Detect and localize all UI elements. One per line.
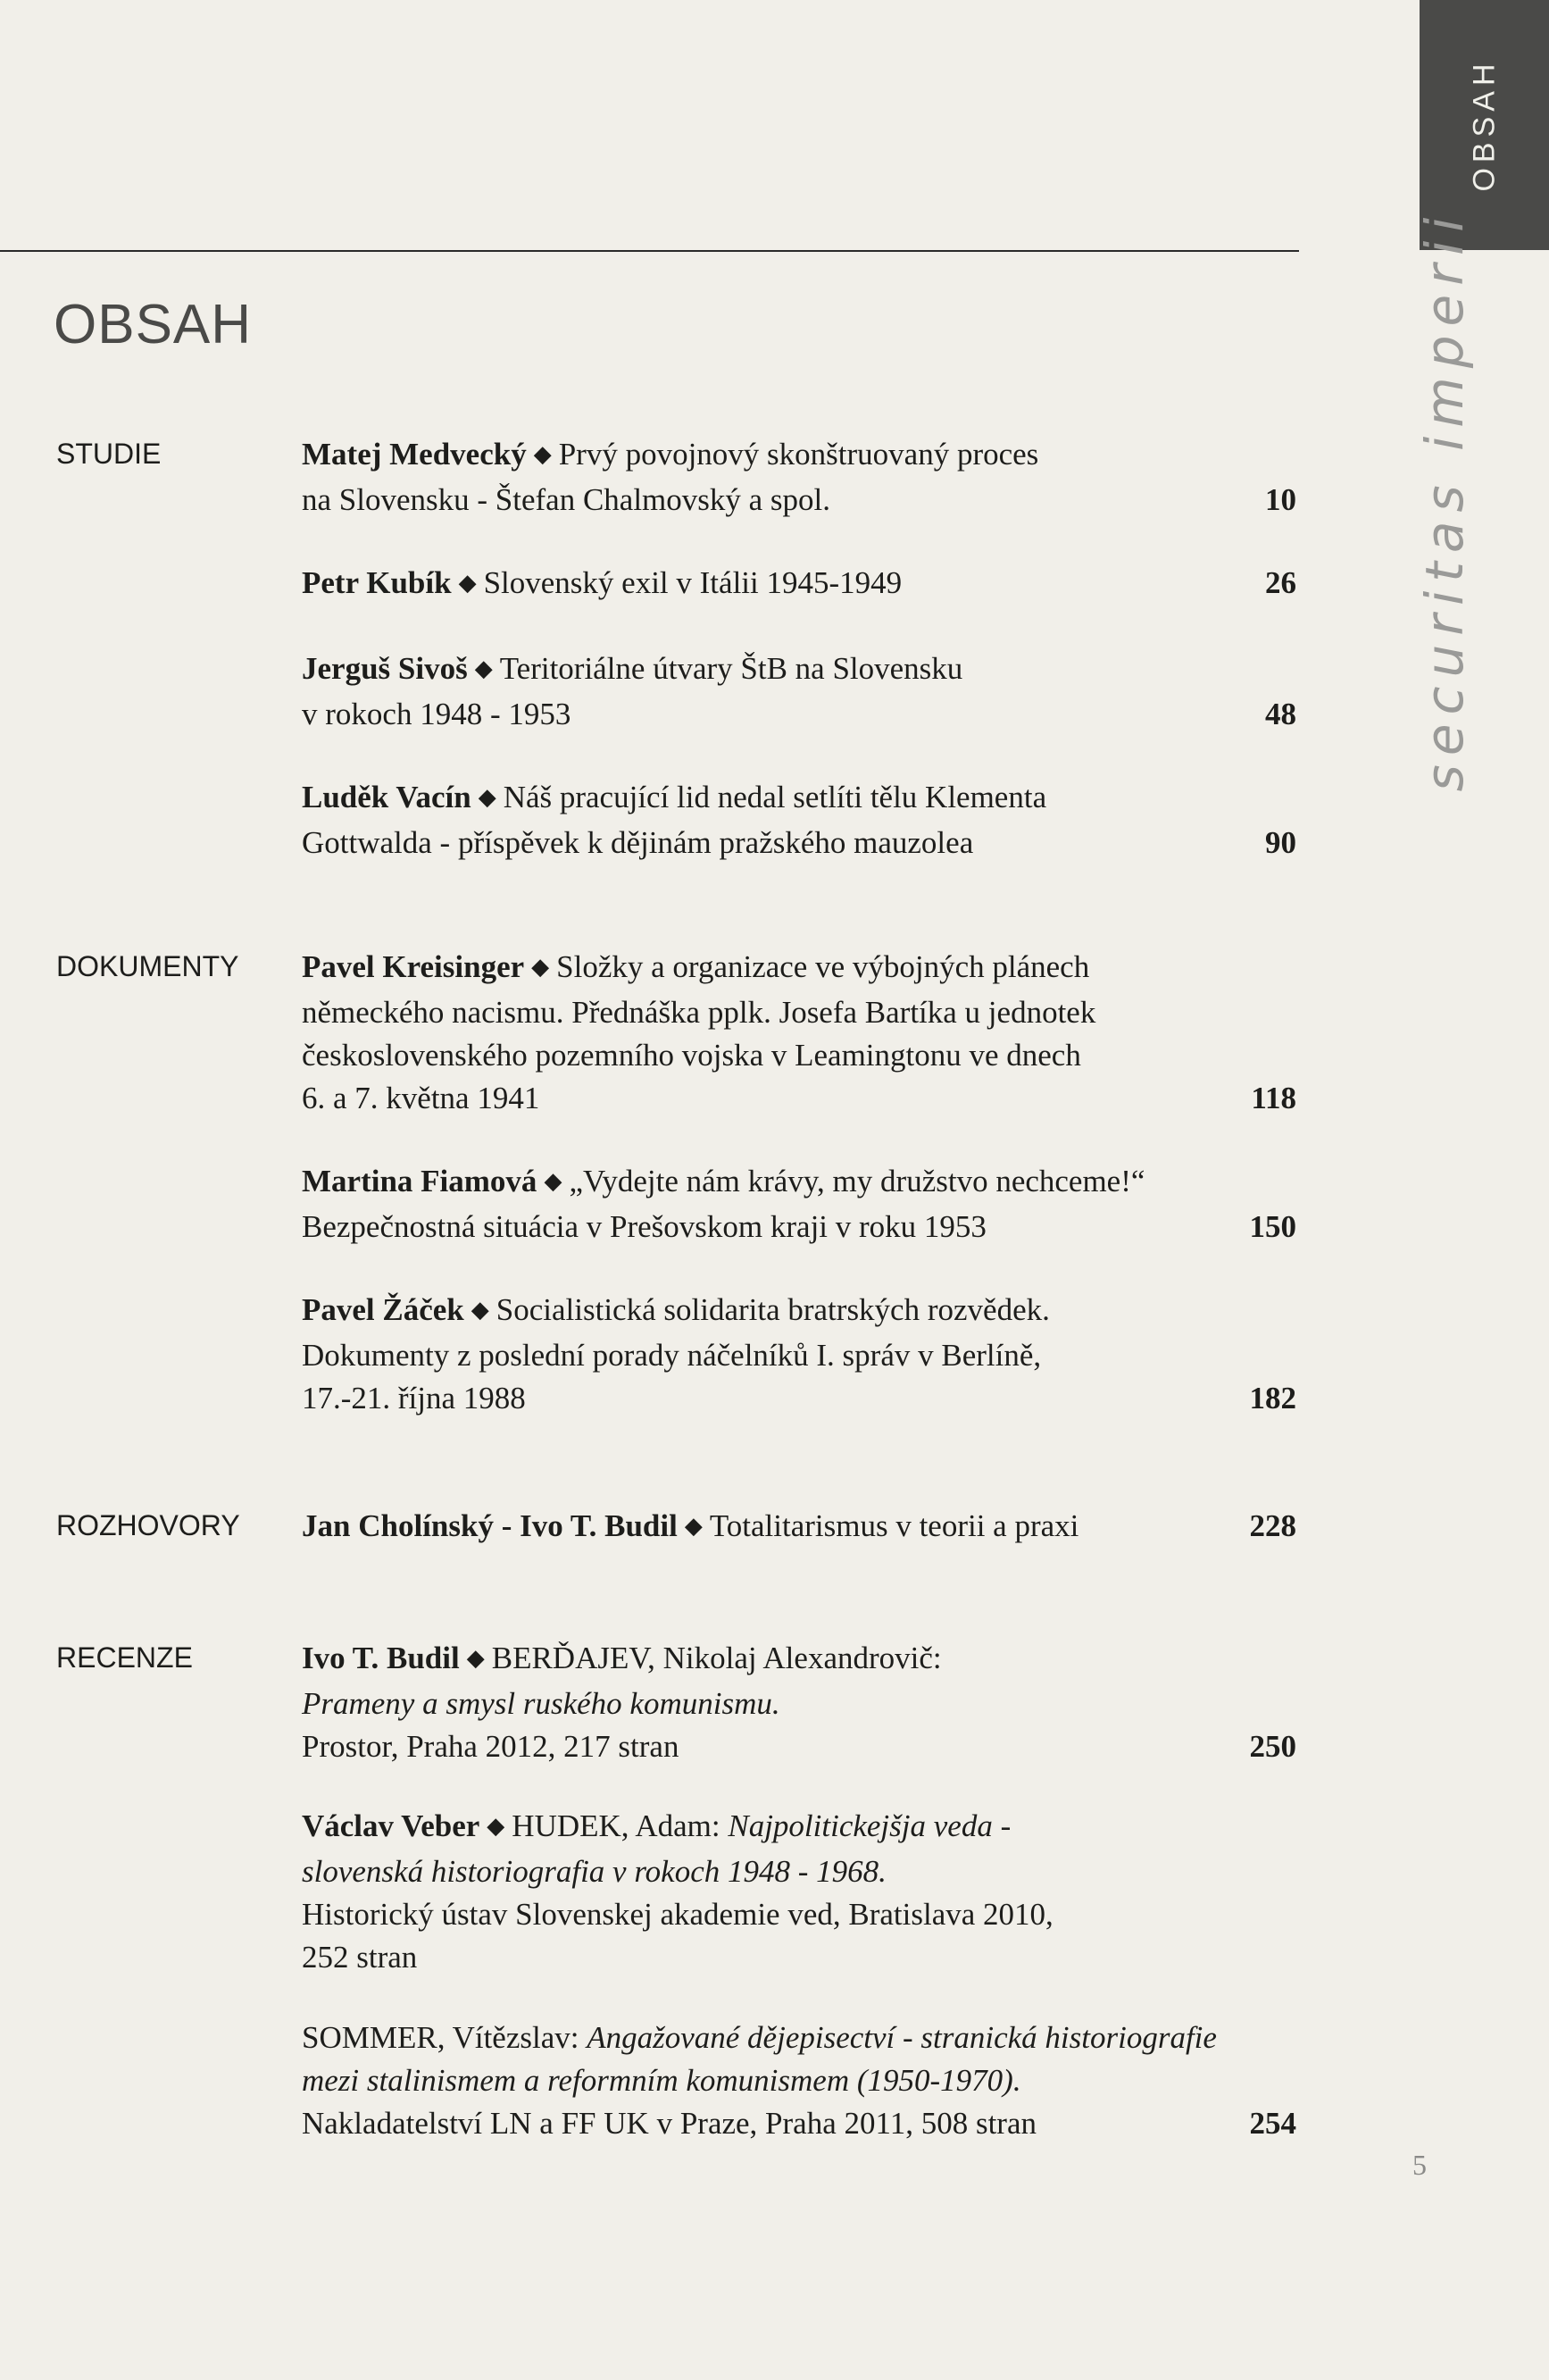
toc-entry [302,562,1296,607]
diamond-bullet-icon: ◆ [533,441,552,467]
diamond-bullet-icon: ◆ [471,1297,489,1323]
entry-author: Martina Fiamová [302,1164,537,1198]
diamond-bullet-icon: ◆ [474,656,493,681]
entry-title-line: slovenská historiografia v rokoch 1948 - 1968. [302,1854,887,1889]
entry-title-line: SOMMER, Vítězslav: [302,2020,587,2055]
section-label-rozhovory: ROZHOVORY [56,1509,240,1541]
entry-title-line: 17.-21. října 1988 [302,1381,526,1415]
entry-title-line: 6. a 7. května 1941 [302,1081,540,1115]
entry-title-line: československého pozemního vojska v Leamingtonu ve dnech [302,1038,1081,1073]
entry-title-line: Prostor, Praha 2012, 217 stran [302,1729,679,1764]
toc-entry [302,2017,1296,2145]
entry-title-line: německého nacismu. Přednáška pplk. Josefa Bartíka u jednotek [302,995,1096,1030]
page-number: 5 [1412,2149,1427,2181]
entry-page-number: 10 [1265,482,1296,517]
top-rule [0,250,1299,252]
diamond-bullet-icon: ◆ [466,1645,485,1671]
entry-page-number: 150 [1249,1209,1296,1244]
diamond-bullet-icon: ◆ [458,570,477,596]
entry-title-line: Prameny a smysl ruského komunismu. [302,1686,780,1721]
diamond-bullet-icon: ◆ [478,784,496,810]
entry-title-line: 252 stran [302,1940,418,1975]
section-label-dokumenty: DOKUMENTY [56,950,239,982]
entry-title-line: Teritoriálne útvary ŠtB na Slovensku [499,651,963,686]
entry-page-number: 254 [1249,2106,1296,2141]
toc-entry [302,1289,1296,1420]
entry-page-number: 118 [1251,1081,1296,1115]
entry-title-line: Prvý povojnový skonštruovaný proces [558,437,1039,472]
section-tab-label: OBSAH [1467,58,1501,192]
entry-title-line: Složky a organizace ve výbojných plánech [556,949,1090,984]
entry-author: Jan Cholínský - Ivo T. Budil [302,1508,678,1543]
entry-page-number: 182 [1249,1381,1296,1415]
diamond-bullet-icon: ◆ [544,1168,562,1194]
entry-title-line: Historický ústav Slovenskej akademie ved, Bratislava 2010, [302,1897,1053,1932]
entry-title-line: Slovenský exil v Itálii 1945-1949 [483,565,903,600]
entry-author: Pavel Žáček [302,1292,464,1327]
section-label-recenze: RECENZE [56,1641,193,1674]
entry-title-line: Socialistická solidarita bratrských rozvědek. [496,1292,1050,1327]
diamond-bullet-icon: ◆ [531,954,550,980]
toc-entry [302,1637,1296,1768]
entry-author: Matej Medvecký [302,437,527,472]
entry-author: Pavel Kreisinger [302,949,525,984]
diamond-bullet-icon: ◆ [684,1513,703,1539]
entry-page-number: 90 [1265,825,1296,860]
toc-entry [302,647,1296,736]
entry-title-line: HUDEK, Adam: [512,1808,729,1843]
toc-entry [302,1160,1296,1248]
journal-brand-vertical: securitas imperii [1414,208,1475,792]
entry-author: Petr Kubík [302,565,452,600]
toc-entry [302,1505,1296,1550]
entry-title-line: Náš pracující lid nedal setlíti tělu Klementa [503,780,1047,814]
diamond-bullet-icon: ◆ [487,1813,505,1839]
toc-entry [302,776,1296,864]
toc-entry [302,1805,1296,1979]
entry-title-line: Angažované dějepisectví - stranická historiografie [587,2020,1217,2055]
entry-title-line: „Vydejte nám krávy, my družstvo nechceme!“ [569,1164,1145,1198]
entry-title-line: mezi stalinismem a reformním komunismem (1950-1970). [302,2063,1021,2098]
entry-title-line: Gottwalda - příspěvek k dějinám pražského mauzolea [302,825,974,860]
entry-author: Václav Veber [302,1808,480,1843]
section-label-studie: STUDIE [56,438,162,470]
entry-page-number: 228 [1249,1508,1296,1543]
entry-title-line: Totalitarismus v teorii a praxi [709,1508,1079,1543]
entry-page-number: 26 [1265,565,1296,600]
entry-author: Luděk Vacín [302,780,471,814]
entry-title-line: v rokoch 1948 - 1953 [302,697,571,731]
entry-page-number: 250 [1249,1729,1296,1764]
entry-title-line: Dokumenty z poslední porady náčelníků I. správ v Berlíně, [302,1338,1042,1373]
toc-entry [302,946,1296,1120]
page-title: OBSAH [54,294,253,355]
entry-title-line: BERĎAJEV, Nikolaj Alexandrovič: [491,1641,942,1675]
entry-title-line: Najpolitickejšja veda - [728,1808,1012,1843]
entry-title-line: na Slovensku - Štefan Chalmovský a spol. [302,482,831,517]
entry-author: Ivo T. Budil [302,1641,460,1675]
entry-author: Jerguš Sivoš [302,651,468,686]
entry-title-line: Bezpečnostná situácia v Prešovskom kraji v roku 1953 [302,1209,987,1244]
entry-title-line: Nakladatelství LN a FF UK v Praze, Praha 2011, 508 stran [302,2106,1037,2141]
toc-entry [302,433,1296,522]
entry-page-number: 48 [1265,697,1296,731]
